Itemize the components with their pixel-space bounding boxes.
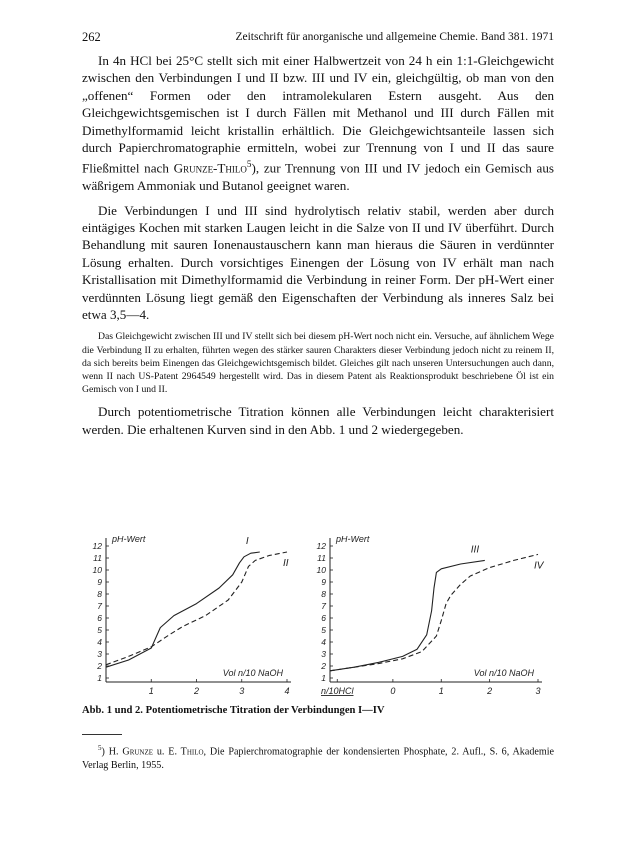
chart1-y-tick-label: 12 <box>92 541 102 551</box>
chart1-series-label-I: I <box>245 536 249 547</box>
footnote-reference: 5 <box>246 159 252 170</box>
chart2-series-label-IV: IV <box>534 560 544 572</box>
chart1-y-tick-label: 8 <box>97 589 102 599</box>
running-header <box>82 30 554 48</box>
figure-1-chart <box>82 536 307 696</box>
chart2-series-IV-line <box>330 554 538 670</box>
chart1-series-I-line <box>106 552 260 667</box>
chart2-x-tick-label: 0 <box>390 686 396 696</box>
chart1-y-axis-label: pH-Wert <box>112 536 146 544</box>
footnote-author-2: E. Thilo <box>168 746 204 758</box>
footnote-rule <box>82 734 122 735</box>
chart2-x-axis-label: Vol n/10 NaOH <box>473 668 534 678</box>
chart1-y-tick-label: 10 <box>92 565 102 575</box>
chart2-y-tick-label: 7 <box>321 601 326 611</box>
small-print-paragraph: Das Gleichgewicht zwischen III und IV stellt sich bei diesem pH-Wert noch nicht ein. Versuche, auf ähnlichem Wege die Verbindung II zu erhalten, führten wegen des stärker sauren Charakters dieser Verbindung jedoch nicht zu reinem II, da sich bereits beim Einengen das Gleichgewichtsgemisch bildet. Gleiches gilt nach unseren Untersuchungen auch dann, wenn II nach US-Patent 2964549 hergestellt wird. Das in diesem Patent als Reaktionsprodukt beschriebene Öl ist ein Gemisch von I und II. <box>82 331 554 396</box>
figure-caption: Abb. 1 und 2. Potentiometrische Titration der Verbindungen I—IV <box>82 705 385 716</box>
journal-title: Zeitschrift für anorganische und allgemeine Chemie. Band 381. 1971 <box>235 31 554 43</box>
chart2-y-tick-label: 8 <box>321 589 326 599</box>
chart2-y-tick-label: 5 <box>321 625 326 635</box>
chart2-y-tick-label: 1 <box>321 673 326 683</box>
author-citation: Grunze-Thilo <box>173 160 247 176</box>
footnote: $^5$) H. Grunze u. E. Thilo, Die Papierchromatographie der kondensierten Phosphate, 2. Aufl., S. 6, Akademie Verlag Berlin, 1955. <box>82 744 554 772</box>
chart1-y-tick-label: 7 <box>97 601 102 611</box>
chart1-x-axis-label: Vol n/10 NaOH <box>222 668 283 678</box>
chart1-y-tick-label: 11 <box>93 553 102 563</box>
paragraph-2: Die Verbindungen I und III sind hydrolytisch relativ stabil, werden aber durch eintägiges Kochen mit starken Laugen leicht in die Salze von II und IV überführt. Durch Behandlung mit sauren Ionenaustauschern kann man hieraus die Säuren in verdünnter Lösung erhalten. Durch vorsichtiges Einengen der Lösung von IV erhält man nach Kristallisation mit Dimethylformamid die Verbindung in reiner Form. Der pH-Wert einer verdünnten Lösung liegt gemäß den Eigenschaften der Verbindung als inneres Salz bei etwa 3,5—4. <box>82 202 554 323</box>
paragraph-3: Durch potentiometrische Titration können alle Verbindungen leicht charakterisiert werden. Die erhaltenen Kurven sind in den Abb. 1 und 2 wiedergegeben. <box>82 404 554 437</box>
chart1-series-II-line <box>106 552 287 665</box>
chart1-y-tick-label: 2 <box>97 661 102 671</box>
chart1-y-tick-label: 6 <box>97 613 102 623</box>
footnote-conjunction: u. <box>153 746 169 758</box>
chart2-series-label-III: III <box>470 544 480 556</box>
paragraph-1 <box>82 52 554 195</box>
chart2-y-tick-label: 12 <box>316 541 326 551</box>
chart2-x-tick-label: n/10HCl <box>320 686 354 696</box>
chart1-y-tick-label: 4 <box>97 637 102 647</box>
chart2-series-III-line <box>330 560 485 670</box>
chart2-x-tick-label: 1 <box>438 686 444 696</box>
page-number: 262 <box>82 30 101 44</box>
footnote-text: , Die Papierchromatographie der kondensierten Phosphate, 2. Aufl., S. 6, Akademie Verlag Berlin, 1955. <box>82 746 554 772</box>
figure-2-chart <box>310 536 555 696</box>
chart1-y-tick-label: 1 <box>97 673 102 683</box>
chart2-y-axis-label: pH-Wert <box>336 536 370 544</box>
chart1-x-tick-label: 4 <box>284 686 290 696</box>
chart2-y-tick-label: 2 <box>321 661 326 671</box>
chart2-y-tick-label: 11 <box>317 553 326 563</box>
chart1-y-tick-label: 5 <box>97 625 102 635</box>
chart2-y-tick-label: 9 <box>321 577 326 587</box>
paragraph-1-text-a: In 4n HCl bei 25°C stellt sich mit einer Halbwertzeit von 24 h ein 1:1-Gleichgewicht zwischen den Verbindungen I und II bzw. III und IV ein, gleichgültig, ob man von den „offenen“ Formen oder den intramolekularen Estern ausgeht. Aus den Gleichgewichtsgemischen ist I durch Fällen mit Methanol und III durch Fällen mit Dimethylformamid leicht kristallin erhältlich. Die Gleichgewichtsanteile lassen sich durch Papierchromatographie ermitteln, wobei zur Trennung von I und II das saure Fließmittel nach <box>82 53 554 176</box>
chart2-y-tick-label: 10 <box>316 565 326 575</box>
chart1-y-tick-label: 3 <box>97 649 102 659</box>
chart2-y-tick-label: 4 <box>321 637 326 647</box>
figures <box>82 536 554 696</box>
paragraph-1-text-b: ), zur Trennung von III und IV jedoch ein Gemisch aus wäßrigem Ammoniak und Butanol geeignet waren. <box>82 160 554 194</box>
chart2-y-tick-label: 3 <box>321 649 326 659</box>
chart1-x-tick-label: 2 <box>193 686 200 696</box>
chart2-y-tick-label: 6 <box>321 613 326 623</box>
article-body <box>82 52 554 438</box>
chart1-x-tick-label: 1 <box>148 686 154 696</box>
chart1-series-label-II: II <box>283 558 289 569</box>
footnote-author-1: H. Grunze <box>108 746 154 758</box>
chart2-x-tick-label: 2 <box>487 686 493 696</box>
chart2-x-tick-label: 3 <box>535 686 541 696</box>
footnote-mark: 5 <box>98 744 102 752</box>
chart1-x-tick-label: 3 <box>239 686 245 696</box>
chart1-y-tick-label: 9 <box>97 577 102 587</box>
